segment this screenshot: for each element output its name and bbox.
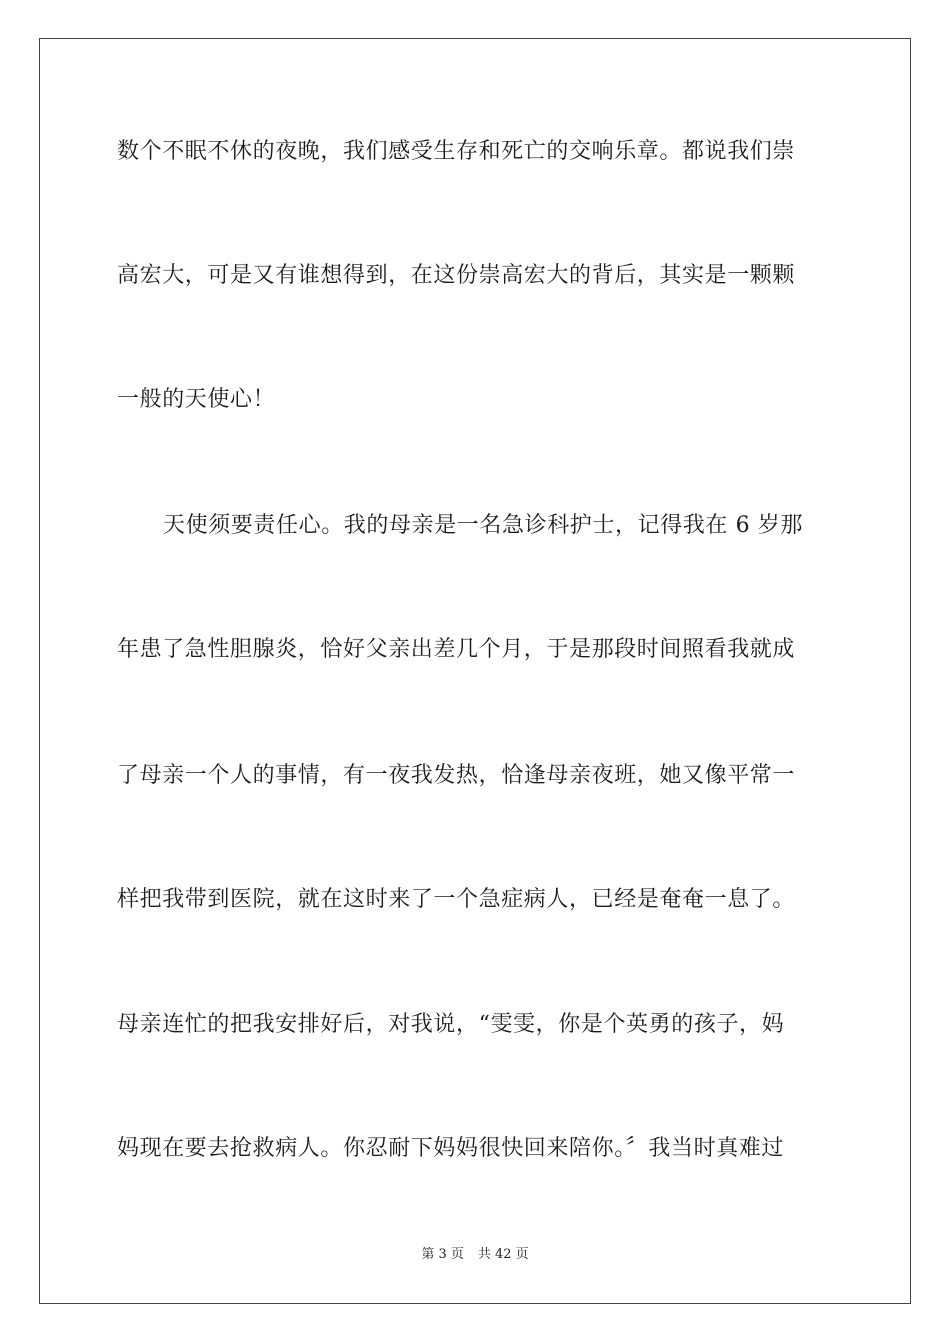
- paragraph-first-line: 天使须要责任心。我的母亲是一名急诊科护士，记得我在 6 岁那: [163, 513, 803, 538]
- body-text-line: 母亲连忙的把我安排好后，对我说，“雯雯，你是个英勇的孩子，妈: [117, 1012, 785, 1037]
- body-text-line: 年患了急性胆腺炎，恰好父亲出差几个月，于是那段时间照看我就成: [117, 637, 796, 662]
- body-text-line: 高宏大，可是又有谁想得到，在这份崇高宏大的背后，其实是一颗颗: [117, 263, 796, 288]
- page-number: 第 3 页: [421, 1247, 464, 1262]
- total-pages: 共 42 页: [477, 1247, 529, 1262]
- body-text-line: 样把我带到医院，就在这时来了一个急症病人，已经是奄奄一息了。: [117, 887, 796, 912]
- body-text-line: 一般的天使心！: [117, 387, 276, 412]
- page-footer: [0, 1246, 950, 1264]
- body-text-line: 妈现在要去抢救病人。你忍耐下妈妈很快回来陪你。〞我当时真难过: [117, 1136, 785, 1161]
- body-text-line: 数个不眠不休的夜晚，我们感受生存和死亡的交响乐章。都说我们崇: [117, 139, 796, 164]
- page-border: [39, 38, 911, 1304]
- body-text-line: 了母亲一个人的事情，有一夜我发热，恰逢母亲夜班，她又像平常一: [117, 763, 796, 788]
